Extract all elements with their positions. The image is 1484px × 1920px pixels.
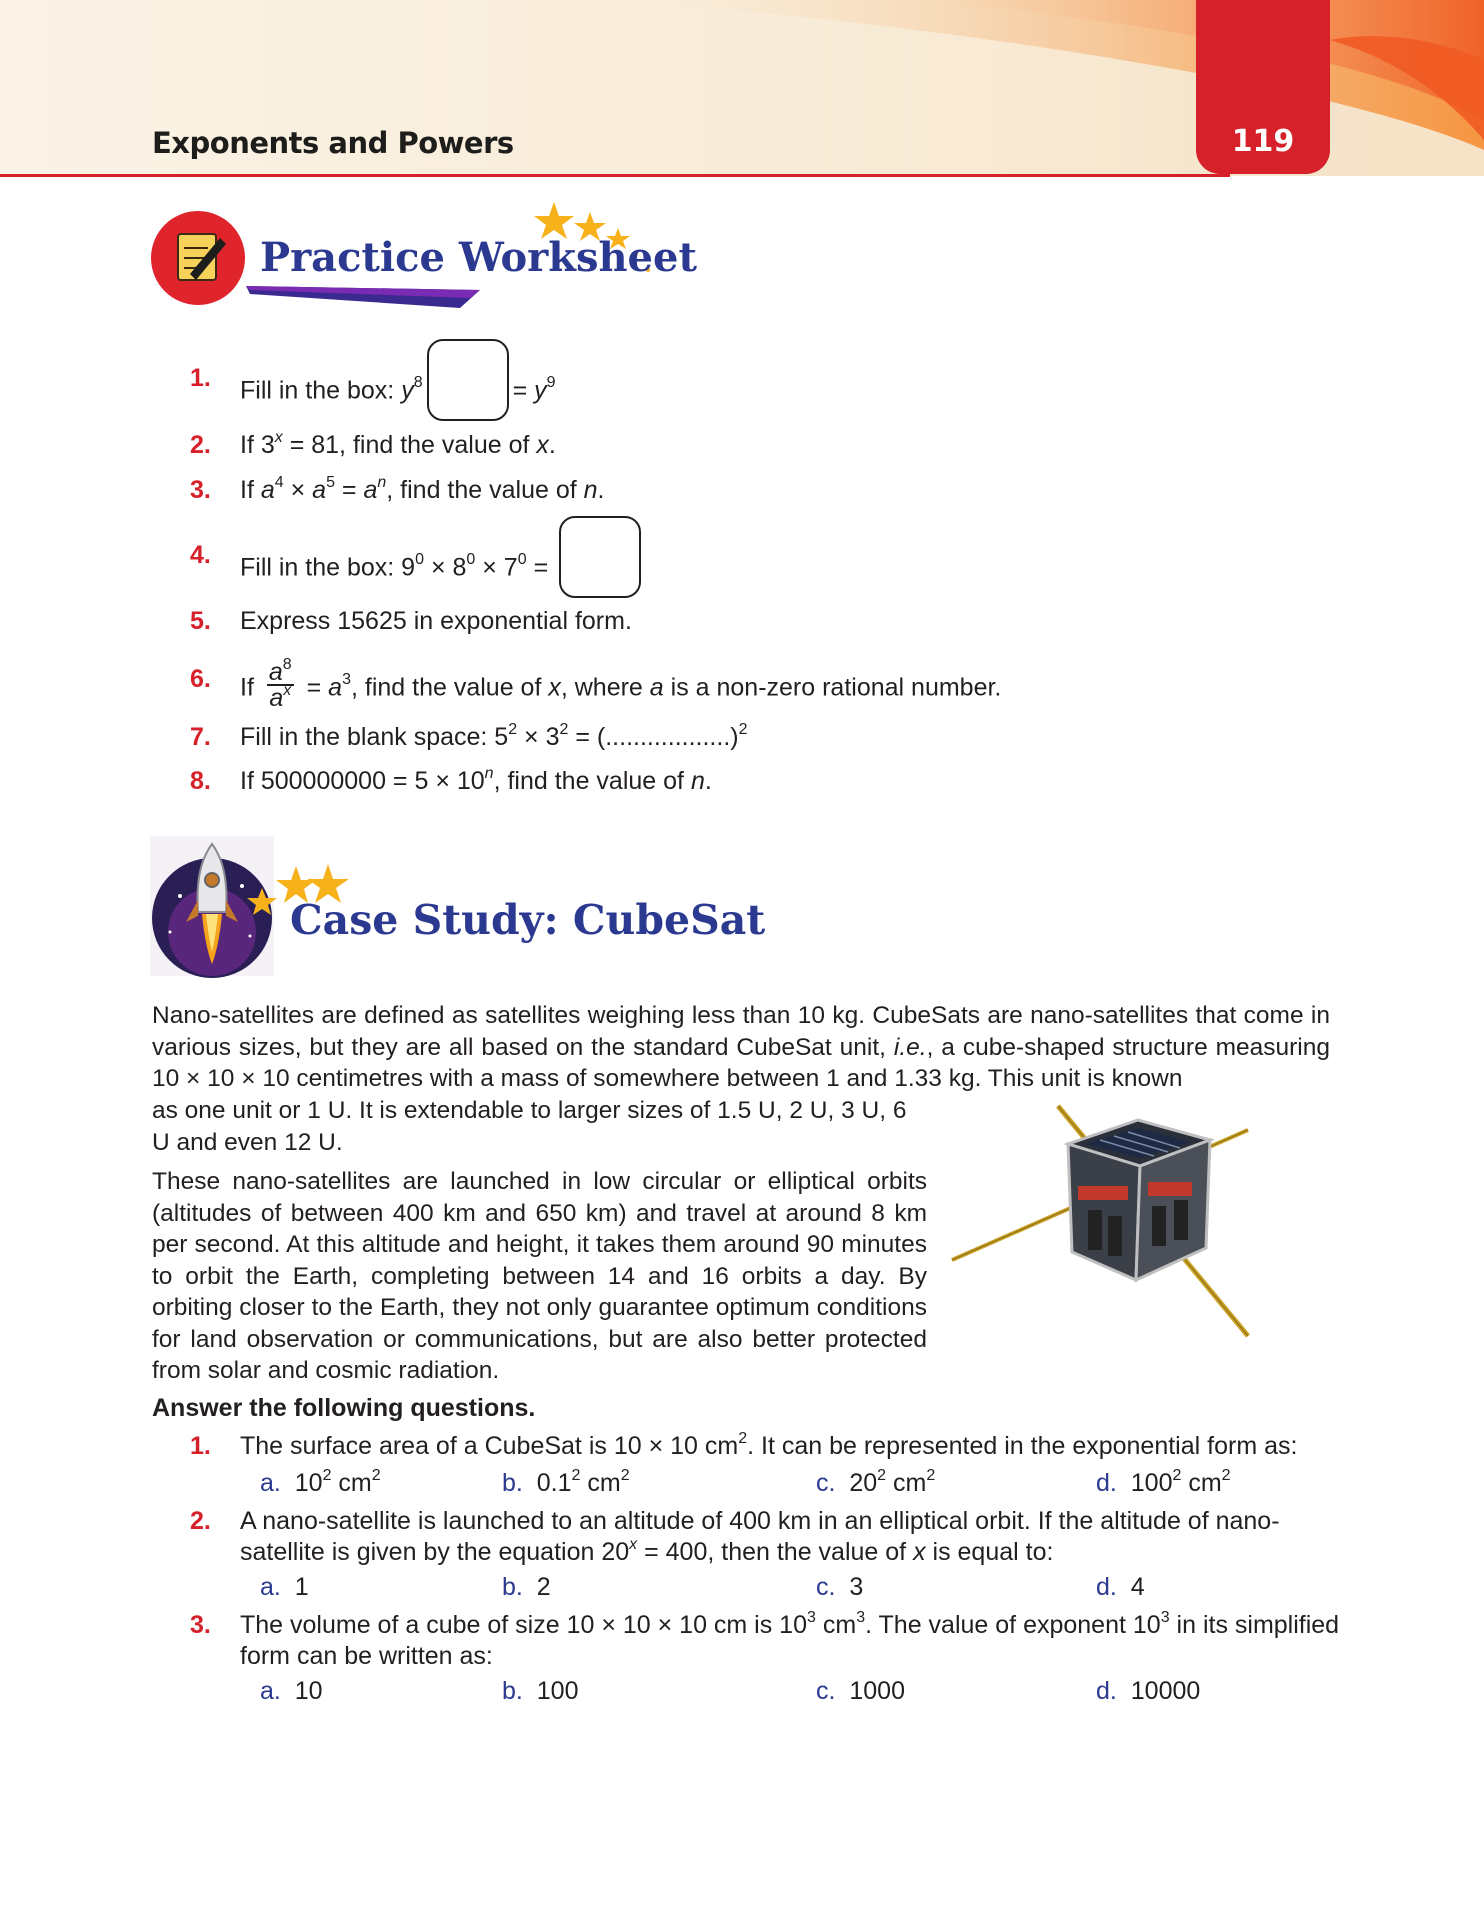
fill-in-box[interactable]: [427, 339, 509, 421]
case-q3-option-a[interactable]: a. 10: [260, 1677, 323, 1705]
case-study-para-1-cont: as one unit or 1 U. It is extendable to larger sizes of 1.5 U, 2 U, 3 U, 6 U and even 12 U.: [152, 1097, 907, 1156]
case-q3-option-d[interactable]: d. 10000: [1096, 1677, 1201, 1705]
page-number-tab: [1196, 0, 1330, 174]
case-study-heading: Case Study: CubeSat: [290, 896, 766, 944]
case-q3-option-b[interactable]: b. 100: [502, 1677, 579, 1705]
worksheet-heading: Practice Worksheet: [260, 234, 697, 281]
case-q2-option-c[interactable]: c. 3: [816, 1573, 864, 1601]
case-q1-option-b[interactable]: b. $0.1^2$ $cm^2$: [502, 1466, 630, 1497]
case-q3-line2: form can be written as:: [240, 1642, 493, 1670]
cubesat-image: [948, 1100, 1338, 1340]
answer-heading: Answer the following questions.: [152, 1394, 536, 1422]
worksheet-icon: [175, 232, 176, 233]
case-study-para-2: These nano-satellites are launched in low circular or elliptical orbits (altitudes of between 400 km and 650 km) and travel at around 8 km per second. At this altitude and height, it takes them around 90 minutes to orbit the Earth, completing between 14 and 16 orbits a day. By orbiting closer to the Earth, they not only guarantee optimum conditions for land observation or communications, but are also better protected from solar and cosmic radiation.: [152, 1168, 927, 1384]
case-q1-option-c[interactable]: c. $20^2$ $cm^2$: [816, 1466, 936, 1497]
case-study-para-1: Nano-satellites are defined as satellites weighing less than 10 kg. CubeSats are nano-satellites that come in various sizes, but they are all based on the standard CubeSat unit, i.e., a cube-shaped structure measuring 10 × 10 × 10 centimetres with a mass of somewhere between 1 and 1.33 kg. This unit is known: [152, 1002, 1330, 1092]
case-q3-option-c[interactable]: c. 1000: [816, 1677, 905, 1705]
header-rule: [0, 174, 1230, 177]
case-q2-option-b[interactable]: b. 2: [502, 1573, 551, 1601]
page-number: 119: [1231, 124, 1295, 159]
case-q1-option-a[interactable]: a. $10^2$ $cm^2$: [260, 1466, 381, 1497]
case-q2-option-a[interactable]: a. 1: [260, 1573, 309, 1601]
fill-in-box[interactable]: [559, 516, 641, 598]
chapter-title: Exponents and Powers: [152, 126, 514, 160]
fraction: $\frac{a^8}{a^x}$: [268, 655, 292, 712]
case-q1-option-d[interactable]: d. $100^2$ $cm^2$: [1096, 1466, 1231, 1497]
case-q2-option-d[interactable]: d. 4: [1096, 1573, 1145, 1601]
case-q2-line2: satellite is given by the equation $20^x = 400$, then the value of x is equal to:: [240, 1535, 1054, 1566]
